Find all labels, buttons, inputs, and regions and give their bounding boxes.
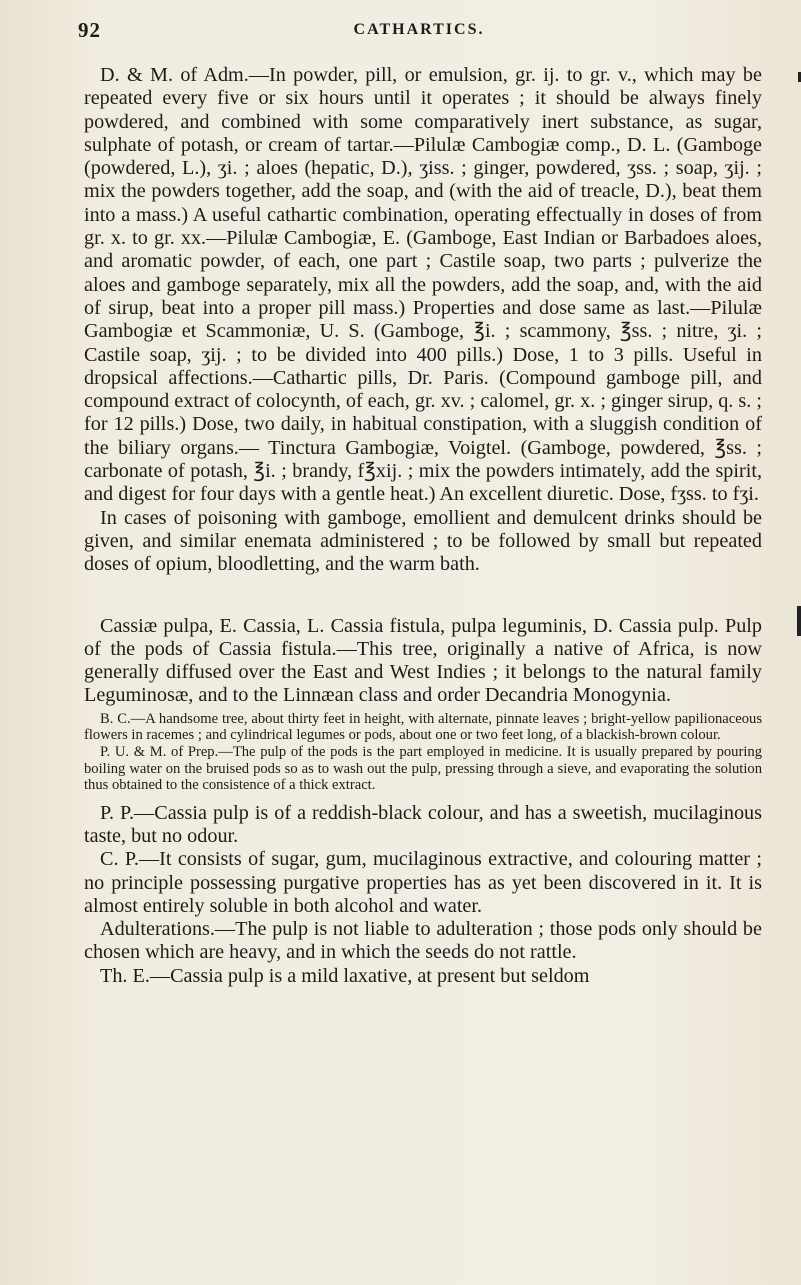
page-header	[78, 18, 760, 48]
therapeutic-effects-paragraph: Th. E.—Cassia pulp is a mild laxative, at present but seldom	[100, 964, 590, 987]
page-number: 92	[78, 18, 101, 42]
page-edge-mark	[797, 606, 801, 636]
adulterations-paragraph: Adulterations.—The pulp is not liable to adulteration ; those pods only should be chosen which are heavy, and in which the seeds do not rattle.	[84, 918, 762, 964]
gamboge-poisoning-paragraph: In cases of poisoning with gamboge, emollient and demulcent drinks should be given, and similar enemata administered ; to be followed by small but repeated doses of opium, bloodletting, and the warm bath.	[84, 506, 762, 576]
preparation-note: P. U. & M. of Prep.—The pulp of the pods is the part employed in medicine. It is usually prepared by pouring boiling water on the bruised pods so as to wash out the pulp, pressing through a sieve, and evaporating the solution thus obtained to the consistence of a thick extract.	[84, 743, 762, 794]
botanical-description-note: B. C.—A handsome tree, about thirty feet in height, with alternate, pinnate leaves ; bright-yellow papilionaceous flowers in racemes ; and cylindrical legumes or pods, about one or two feet long, of a blackish-brown colour.	[84, 710, 762, 744]
cassia-pulp-heading-paragraph: Cassiæ pulpa, E. Cassia, L. Cassia fistula, pulpa leguminis, D. Cassia pulp. Pulp of the pods of Cassia fistula.—This tree, originally a native of Africa, is now generally diffused over the East and West Indies ; it belongs to the natural family Leguminosæ, and to the Linnæan class and order Decandria Monogynia.	[84, 614, 762, 707]
gamboge-dosage-paragraph: D. & M. of Adm.—In powder, pill, or emulsion, gr. ij. to gr. v., which may be repeated every five or six hours until it operates ; it should be always finely powdered, and combined with some comparatively inert substance, as sugar, sulphate of potash, or cream of tartar.—Pilulæ Cambogiæ comp., D. L. (Gamboge (powdered, L.), ʒi. ; aloes (hepatic, D.), ʒiss. ; ginger, powdered, ʒss. ; soap, ʒij. ; mix the powders together, add the soap, and (with the aid of treacle, D.), beat them into a mass.) A useful cathartic combination, operating effectually in doses of from gr. x. to gr. xx.—Pilulæ Cambogiæ, E. (Gamboge, East Indian or Barbadoes aloes, and aromatic powder, of each, one part ; Castile soap, two parts ; pulverize the aloes and gamboge separately, mix all the powders, add the soap, and, with the aid of sirup, beat into a proper pill mass.) Properties and dose same as last.—Pilulæ Gambogiæ et Scammoniæ, U. S. (Gamboge, ℥i. ; scammony, ℥ss. ; nitre, ʒi. ; Castile soap, ʒij. ; to be divided into 400 pills.) Dose, 1 to 3 pills. Useful in dropsical affections.—Cathartic pills, Dr. Paris. (Compound gamboge pill, and compound extract of colocynth, of each, gr. xv. ; calomel, gr. x. ; ginger sirup, q. s. ; for 12 pills.) Dose, two daily, in habitual constipation, with a sluggish condition of the biliary organs.— Tinctura Gambogiæ, Voigtel. (Gamboge, powdered, ℥ss. ; carbonate of potash, ℥i. ; brandy, f℥xij. ; mix the powders intimately, add the spirit, and digest for four days with a gentle heat.) An excellent diuretic. Dose, fʒss. to fʒi.	[84, 64, 762, 506]
page-body	[84, 64, 762, 988]
running-title: CATHARTICS.	[353, 21, 485, 38]
physical-properties-paragraph: P. P.—Cassia pulp is of a reddish-black colour, and has a sweetish, mucilaginous taste, but no odour.	[84, 801, 762, 847]
chemical-properties-paragraph: C. P.—It consists of sugar, gum, mucilaginous extractive, and colouring matter ; no principle possessing purgative properties has as yet been discovered in it. It is almost entirely soluble in both alcohol and water.	[84, 848, 762, 917]
